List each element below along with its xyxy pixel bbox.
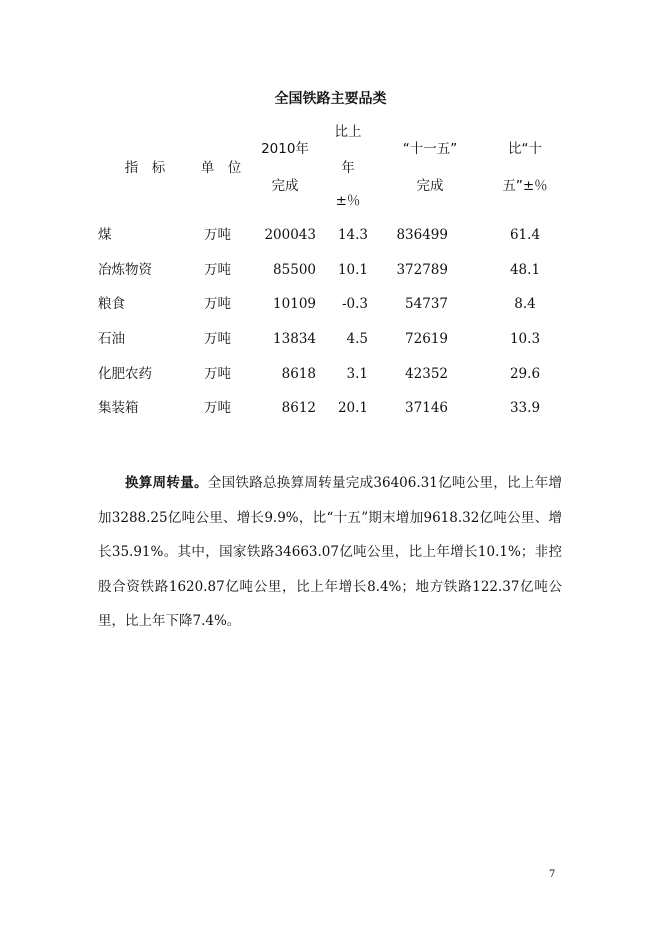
row-name: 煤 xyxy=(98,227,112,243)
row-plan: 72619 xyxy=(405,331,448,347)
header-vs-line1: 比“十 xyxy=(508,141,542,157)
row-vs: 33.9 xyxy=(509,400,541,416)
row-vs: 10.3 xyxy=(509,331,541,347)
row-2010: 85500 xyxy=(273,262,316,278)
header-2010-line2: 完成 xyxy=(271,178,299,194)
row-name: 粮食 xyxy=(98,296,125,312)
paragraph-lead: 换算周转量。 xyxy=(125,475,208,491)
row-plan: 37146 xyxy=(405,400,448,416)
row-plan: 42352 xyxy=(405,366,448,382)
row-2010: 200043 xyxy=(264,227,316,243)
header-vs-line2: 五”±％ xyxy=(502,178,548,194)
row-vs: 48.1 xyxy=(509,262,541,278)
row-vs: 29.6 xyxy=(509,366,541,382)
row-2010: 10109 xyxy=(273,296,316,312)
row-unit: 万吨 xyxy=(204,227,231,243)
row-unit: 万吨 xyxy=(204,262,231,278)
row-unit: 万吨 xyxy=(204,331,231,347)
row-plan: 54737 xyxy=(405,296,448,312)
header-yoy-line3: ±％ xyxy=(335,193,361,209)
table-title: 全国铁路主要品类 xyxy=(274,91,387,107)
header-yoy-line1: 比上 xyxy=(334,124,362,140)
row-2010: 8612 xyxy=(281,400,316,416)
header-indicator: 指 标 xyxy=(124,160,166,176)
row-2010: 8618 xyxy=(281,366,316,382)
paragraph-body: 全国铁路总换算周转量完成36406.31亿吨公里，比上年增加3288.25亿吨公里、增长9.9%，比“十五”期末增加9618.32亿吨公里、增长35.91%。其中，国家铁路34663.07亿吨公里，比上年增长10.1%；非控股合资铁路1620.87亿吨公里，比上年增长8.4%；地方铁路122.37亿吨公里，比上年下降7.4%。 xyxy=(98,475,562,629)
row-name: 冶炼物资 xyxy=(98,262,152,278)
row-unit: 万吨 xyxy=(204,296,231,312)
row-yoy: 10.1 xyxy=(337,262,368,278)
header-unit: 单 位 xyxy=(200,160,242,176)
header-plan-line1: “十一五” xyxy=(402,141,458,157)
row-yoy: 4.5 xyxy=(346,331,368,347)
row-yoy: 20.1 xyxy=(337,400,368,416)
row-vs: 61.4 xyxy=(509,227,541,243)
header-2010-line1: 2010年 xyxy=(261,141,309,157)
row-name: 石油 xyxy=(98,331,125,347)
page-number: 7 xyxy=(549,869,556,880)
row-yoy: 14.3 xyxy=(337,227,368,243)
body-paragraph xyxy=(98,466,562,639)
row-plan: 836499 xyxy=(396,227,448,243)
row-vs: 8.4 xyxy=(514,296,536,312)
row-yoy: -0.3 xyxy=(341,296,368,312)
row-yoy: 3.1 xyxy=(346,366,368,382)
row-unit: 万吨 xyxy=(204,400,231,416)
header-plan-line2: 完成 xyxy=(416,178,444,194)
row-name: 集装箱 xyxy=(98,400,139,416)
row-plan: 372789 xyxy=(396,262,448,278)
header-yoy-line2: 年 xyxy=(341,160,355,176)
row-unit: 万吨 xyxy=(204,366,231,382)
row-name: 化肥农药 xyxy=(98,366,152,382)
row-2010: 13834 xyxy=(273,331,316,347)
